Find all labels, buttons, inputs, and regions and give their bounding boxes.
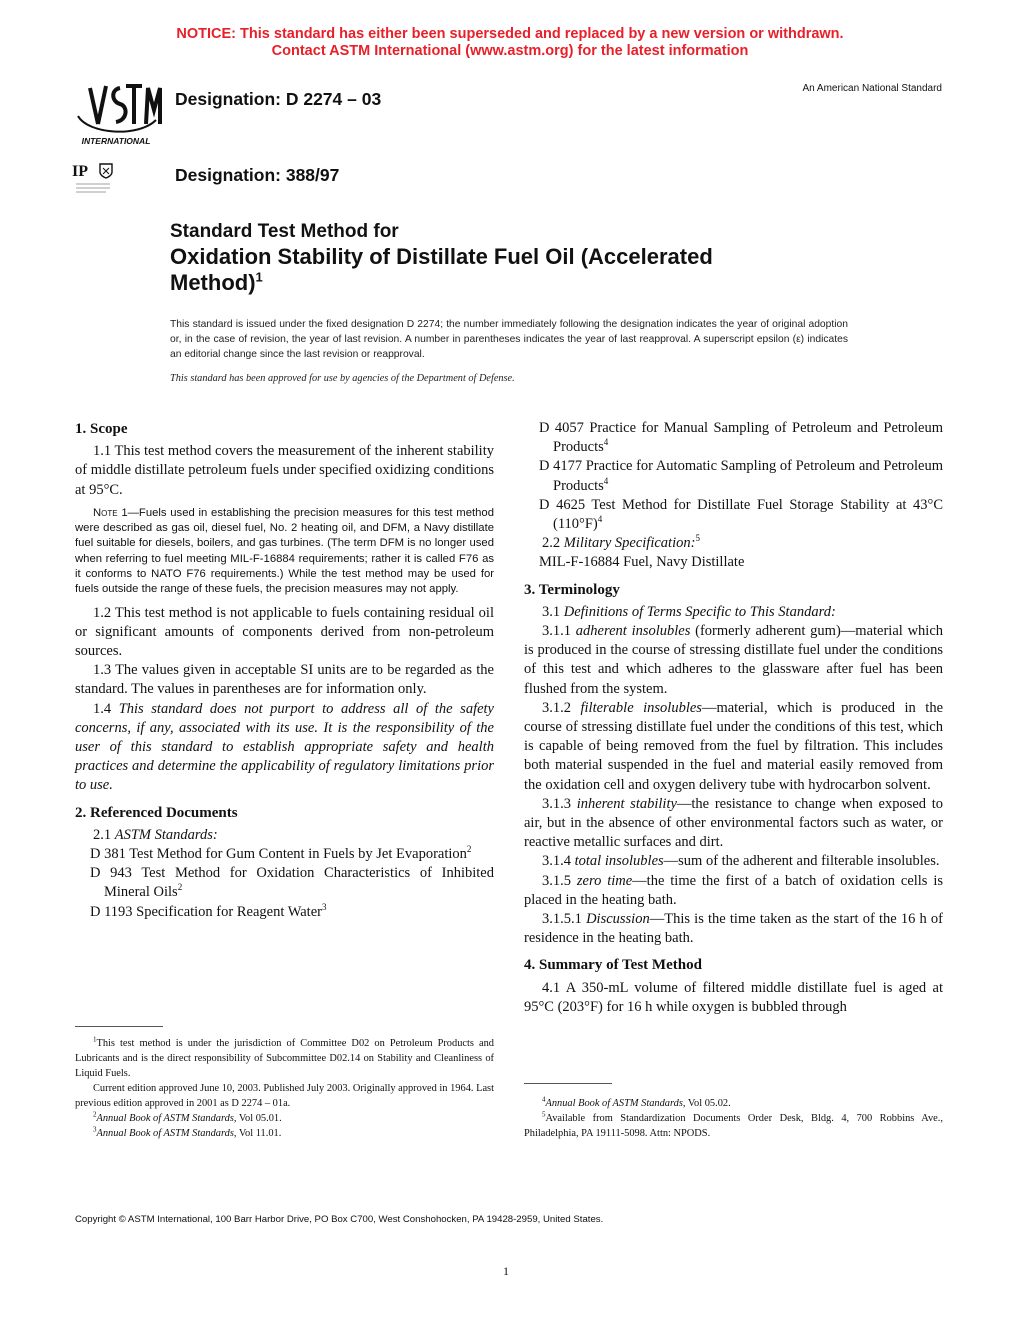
para-2-2-text: Military Specification: xyxy=(563,535,696,552)
para-2-2-footnote: 5 xyxy=(695,533,700,544)
ref-d1193-text: D 1193 Specification for Reagent Water xyxy=(90,903,322,920)
page-number: 1 xyxy=(503,1264,509,1278)
ref-d4177-footnote: 4 xyxy=(603,475,609,486)
ref-d4057-footnote: 4 xyxy=(603,437,609,448)
footnote-3-mark: 3 xyxy=(93,1125,97,1134)
footnote-5-text: Available from Standardization Documents Order Desk, Bldg. 4, 700 Robbins Ave., Philadelphia, PA 19111-5098. Attn: NPODS. xyxy=(524,1113,943,1139)
para-3-1-2 xyxy=(524,699,943,795)
title-line-3: Method) xyxy=(170,270,256,295)
footnote-1 xyxy=(75,1036,494,1081)
designation-astm: Designation: D 2274 – 03 xyxy=(175,89,382,109)
referenced-documents-heading: 2. Referenced Documents xyxy=(75,804,238,821)
term-total-insolubles: total insolubles xyxy=(574,853,664,870)
ref-d381-text: D 381 Test Method for Gum Content in Fuels by Jet Evaporation xyxy=(90,846,467,863)
left-column xyxy=(75,420,494,922)
para-1-3: 1.3 The values given in acceptable SI units are to be regarded as the standard. The values in parentheses are for information only. xyxy=(75,662,494,698)
footnote-2 xyxy=(75,1111,494,1126)
terminology-heading: 3. Terminology xyxy=(524,581,620,598)
term-zero-time: zero time xyxy=(576,872,633,889)
para-3-1-text: Definitions of Terms Specific to This Standard: xyxy=(563,603,836,620)
ref-d381-footnote: 2 xyxy=(466,844,472,855)
ref-d1193 xyxy=(90,903,494,922)
para-4-1: 4.1 A 350-mL volume of filtered middle distillate fuel is aged at 95°C (203°F) for 16 h while oxygen is bubbled through xyxy=(524,979,943,1015)
ref-d943 xyxy=(90,864,494,902)
footnote-3-vol: , Vol 11.01. xyxy=(233,1128,282,1139)
term-inherent-stability: inherent stability xyxy=(576,795,677,812)
ref-d943-footnote: 2 xyxy=(177,882,183,893)
title-line-1: Standard Test Method for xyxy=(170,221,399,242)
footnote-1-text: This test method is under the jurisdiction of Committee D02 on Petroleum Products and Lubricants and is the direct responsibility of Subcommittee D02.14 on Stability and Cleanliness of Liquid Fuels. xyxy=(75,1038,494,1079)
footnotes-right xyxy=(524,1096,943,1141)
title-footnote-mark: 1 xyxy=(255,269,263,285)
document-title xyxy=(170,220,790,296)
copyright-line: Copyright © ASTM International, 100 Barr Harbor Drive, PO Box C700, West Conshohocken, PA 19428-2959, United States. xyxy=(75,1214,604,1225)
astm-logo-text: INTERNATIONAL xyxy=(81,136,151,146)
ref-d4625-footnote: 4 xyxy=(597,514,603,525)
para-3-1-5-1-text: —This is the time taken as the start of the 16 h of residence in the heating bath. xyxy=(524,911,944,947)
notice-line-1: NOTICE: This standard has either been superseded and replaced by a new version or withdrawn. xyxy=(176,26,844,42)
dod-approval-statement: This standard has been approved for use by agencies of the Department of Defense. xyxy=(170,373,515,384)
para-3-1-2-number: 3.1.2 xyxy=(542,699,571,716)
para-3-1-5-number: 3.1.5 xyxy=(542,872,571,889)
para-1-2: 1.2 This test method is not applicable to fuels containing residual oil or significant amounts of components derived from non-petroleum sources. xyxy=(75,604,494,659)
para-3-1-4-text: —sum of the adherent and filterable insolubles. xyxy=(663,853,940,870)
note-1-text: —Fuels used in establishing the precision measures for this test method were described as gas oil, diesel fuel, No. 2 heating oil, and DFM, a Navy distillate fuel suitable for diesels, boilers, and gas turbines. (The term DFM is no longer used when referring to fuel meeting MIL-F-16884 requirements; rather it is called F76 as it conforms to NATO F76 requirements.) While the test method may be used for fuels outside the range of these fuels, the precision measures may not apply. xyxy=(75,506,494,596)
summary-heading: 4. Summary of Test Method xyxy=(524,957,702,974)
para-1-4 xyxy=(75,700,494,796)
footnote-5-mark: 5 xyxy=(542,1110,546,1119)
footnote-4-text: Annual Book of ASTM Standards xyxy=(545,1098,683,1109)
footnote-1-edition: Current edition approved June 10, 2003. Published July 2003. Originally approved in 1964. Last previous edition approved in 2001 as D 2274 – 01a. xyxy=(75,1083,494,1109)
para-3-1-5-1-number: 3.1.5.1 xyxy=(542,911,582,928)
notice-line-2: Contact ASTM International (www.astm.org) for the latest information xyxy=(271,43,749,59)
ref-d4057-text: D 4057 Practice for Manual Sampling of Petroleum and Petroleum Products xyxy=(539,420,943,456)
ref-d4625 xyxy=(539,496,943,534)
para-3-1-number: 3.1 xyxy=(542,603,561,620)
ref-d1193-footnote: 3 xyxy=(321,901,327,912)
note-1 xyxy=(75,506,494,598)
para-3-1-4 xyxy=(524,852,943,871)
ref-d4177 xyxy=(539,457,943,495)
designation-ip: Designation: 388/97 xyxy=(175,165,340,185)
para-2-1-number: 2.1 xyxy=(93,826,112,843)
ref-d4625-text: D 4625 Test Method for Distillate Fuel Storage Stability at 43°C (110°F) xyxy=(539,496,943,533)
term-discussion: Discussion xyxy=(586,911,650,928)
para-2-1 xyxy=(75,826,494,845)
para-2-2 xyxy=(524,534,943,553)
para-3-1-5 xyxy=(524,872,943,910)
footnote-2-mark: 2 xyxy=(93,1110,97,1119)
para-3-1-3 xyxy=(524,795,943,853)
para-3-1-5-1 xyxy=(524,910,943,948)
para-1-1: 1.1 This test method covers the measurement of the inherent stability of middle distillate petroleum fuels under specified oxidizing conditions at 95°C. xyxy=(75,443,494,498)
footnote-3 xyxy=(75,1126,494,1141)
footnote-5 xyxy=(524,1111,943,1141)
para-3-1-1-number: 3.1.1 xyxy=(542,623,571,640)
issuance-statement: This standard is issued under the fixed designation D 2274; the number immediately following the designation indicates the year of original adoption or, in the case of revision, the year of last revision. A number in parentheses indicates the year of last reapproval. A superscript epsilon (ε) indicates an editorial change since the last revision or reapproval. xyxy=(170,319,848,360)
para-3-1-1-text: (formerly adherent gum)—material which is produced in the course of stressing distillate fuel under the conditions of this test and which adheres to the glassware after fuel has been flushed from the system. xyxy=(524,623,944,697)
para-1-4-number: 1.4 xyxy=(93,700,112,717)
footnote-1-mark: 1 xyxy=(93,1035,97,1044)
para-3-1-1 xyxy=(524,622,943,699)
para-3-1-5-text: —the time the first of a batch of oxidation cells is placed in the heating bath. xyxy=(524,872,943,908)
ref-d4177-text: D 4177 Practice for Automatic Sampling of Petroleum and Petroleum Products xyxy=(539,458,943,494)
para-3-1 xyxy=(524,603,943,622)
footnote-3-text: Annual Book of ASTM Standards xyxy=(96,1128,234,1139)
para-2-1-text: ASTM Standards: xyxy=(114,826,218,843)
astm-logo xyxy=(68,80,164,146)
title-line-2: Oxidation Stability of Distillate Fuel Oil (Accelerated xyxy=(170,244,713,269)
ip-logo xyxy=(70,160,120,196)
footnote-2-vol: , Vol 05.01. xyxy=(233,1113,282,1124)
ref-d943-text: D 943 Test Method for Oxidation Characteristics of Inhibited Mineral Oils xyxy=(90,865,494,901)
ref-d381 xyxy=(90,845,494,864)
note-1-label: Note 1 xyxy=(93,506,128,519)
right-column xyxy=(524,419,943,1017)
ip-logo-text: IP xyxy=(72,163,88,180)
footnote-4 xyxy=(524,1096,943,1111)
para-3-1-3-number: 3.1.3 xyxy=(542,795,571,812)
footnote-rule-left xyxy=(75,1026,163,1027)
footnotes-left xyxy=(75,1036,494,1141)
supersede-notice xyxy=(0,26,1020,60)
footnote-4-vol: , Vol 05.02. xyxy=(682,1098,731,1109)
para-3-1-2-text: —material, which is produced in the course of stressing distillate fuel under the conditions of this test, which is capable of being removed from the fuel by filtration. This includes both material suspended in the fuel and material easily removed from the oxidation cell and oxygen delivery tube with hydrocarbon solvent. xyxy=(524,699,944,793)
footnote-4-mark: 4 xyxy=(542,1095,546,1104)
para-3-1-3-text: —the resistance to change when exposed to air, but in the absence of other environmental factors such as water, or reactive metallic surfaces and dirt. xyxy=(524,795,943,851)
ref-d4057 xyxy=(539,419,943,457)
para-1-4-text: This standard does not purport to address all of the safety concerns, if any, associated with its use. It is the responsibility of the user of this standard to establish appropriate safety and health practices and determine the applicability of regulatory limitations prior to use. xyxy=(75,700,494,794)
american-national-standard: An American National Standard xyxy=(802,83,942,94)
para-3-1-4-number: 3.1.4 xyxy=(542,853,571,870)
footnote-rule-right xyxy=(524,1083,612,1084)
mil-spec: MIL-F-16884 Fuel, Navy Distillate xyxy=(539,554,745,571)
scope-heading: 1. Scope xyxy=(75,421,128,437)
term-adherent-insolubles: adherent insolubles xyxy=(575,623,691,640)
para-2-2-number: 2.2 xyxy=(542,535,561,552)
term-filterable-insolubles: filterable insolubles xyxy=(580,699,702,716)
footnote-2-text: Annual Book of ASTM Standards xyxy=(96,1113,234,1124)
